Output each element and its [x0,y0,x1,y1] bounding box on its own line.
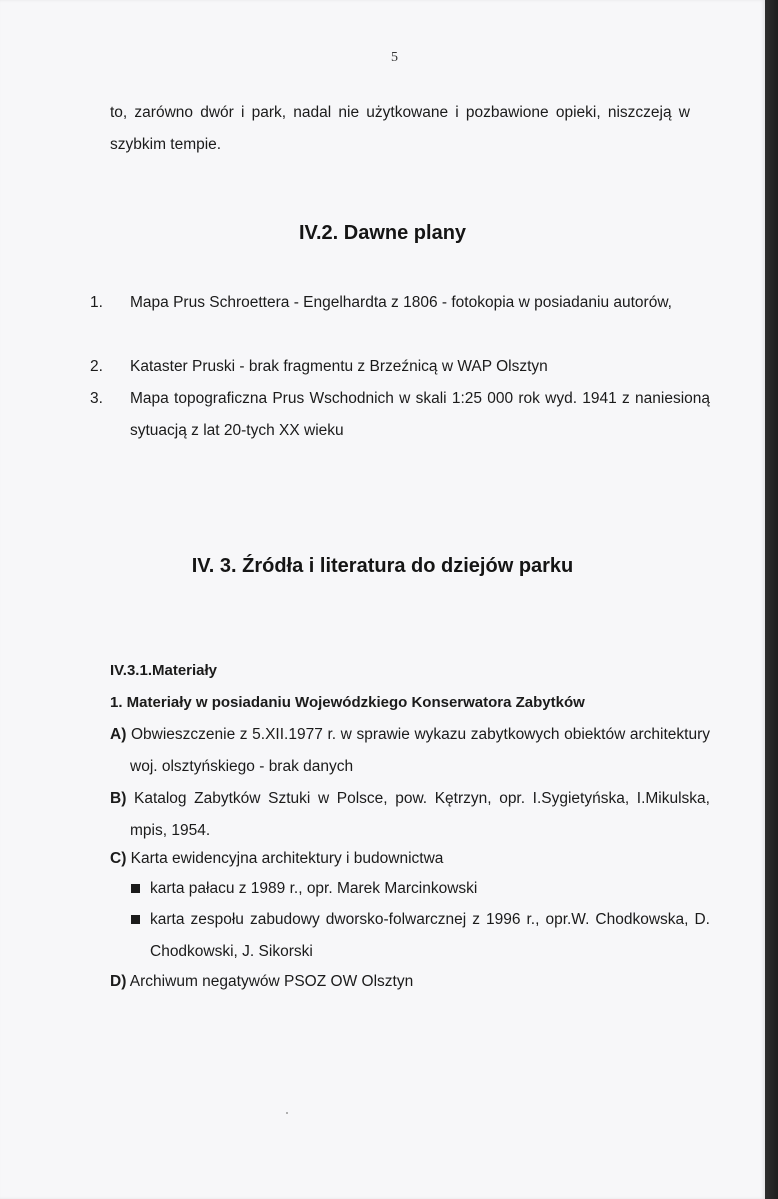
scan-edge [765,0,778,1199]
section-heading-plans: IV.2. Dawne plany [298,222,467,244]
material-item-c [110,843,710,875]
scan-speck [286,1112,288,1114]
list-item-text: Mapa Prus Schroettera - Engelhardta z 1806 - fotokopia w posiadaniu autorów, [130,294,672,311]
bullet-text: karta zespołu zabudowy dworsko-folwarcznej z 1996 r., opr.W. Chodkowska, D. Chodkowski, J. Sikorski [150,911,710,960]
bullet-item [130,873,710,905]
item-text: Obwieszczenie z 5.XII.1977 r. w sprawie wykazu zabytkowych obiektów architektury woj. olsztyńskiego - brak danych [126,726,710,775]
list-item-text: Kataster Pruski - brak fragmentu z Brzeźnicą w WAP Olsztyn [130,358,548,375]
list-item-number: 3. [90,390,103,407]
list-item [90,383,710,447]
subsection-heading: IV.3.1.Materiały [110,662,218,679]
list-item [90,351,710,383]
item-letter: C) [110,850,127,867]
item-letter: D) [110,973,127,990]
list-item [90,287,710,319]
item-text: Archiwum negatywów PSOZ OW Olsztyn [126,973,414,990]
item-text: Katalog Zabytków Sztuki w Polsce, pow. Kętrzyn, opr. I.Sygietyńska, I.Mikulska, mpis, 1954. [126,790,710,839]
item-letter: B) [110,790,127,807]
intro-paragraph: to, zarówno dwór i park, nadal nie użytkowane i pozbawione opieki, niszczeją w szybkim tempie. [110,104,690,153]
material-item-a [110,719,710,783]
bullet-text: karta pałacu z 1989 r., opr. Marek Marcinkowski [150,880,478,897]
bullet-item [130,904,710,968]
list-item-number: 1. [90,294,103,311]
item-text: Karta ewidencyjna architektury i budownictwa [126,850,444,867]
list-item-text: Mapa topograficzna Prus Wschodnich w skali 1:25 000 rok wyd. 1941 z naniesioną sytuacją z lat 20-tych XX wieku [130,390,710,439]
page-number: 5 [391,50,398,65]
item-letter: A) [110,726,127,743]
section-heading-sources: IV. 3. Źródła i literatura do dziejów parku [191,555,574,577]
list-item-number: 2. [90,358,103,375]
square-bullet-icon [131,915,140,924]
material-item-d [110,966,710,998]
square-bullet-icon [131,884,140,893]
material-item-b [110,783,710,847]
group-heading: 1. Materiały w posiadaniu Wojewódzkiego Konserwatora Zabytków [110,694,585,711]
